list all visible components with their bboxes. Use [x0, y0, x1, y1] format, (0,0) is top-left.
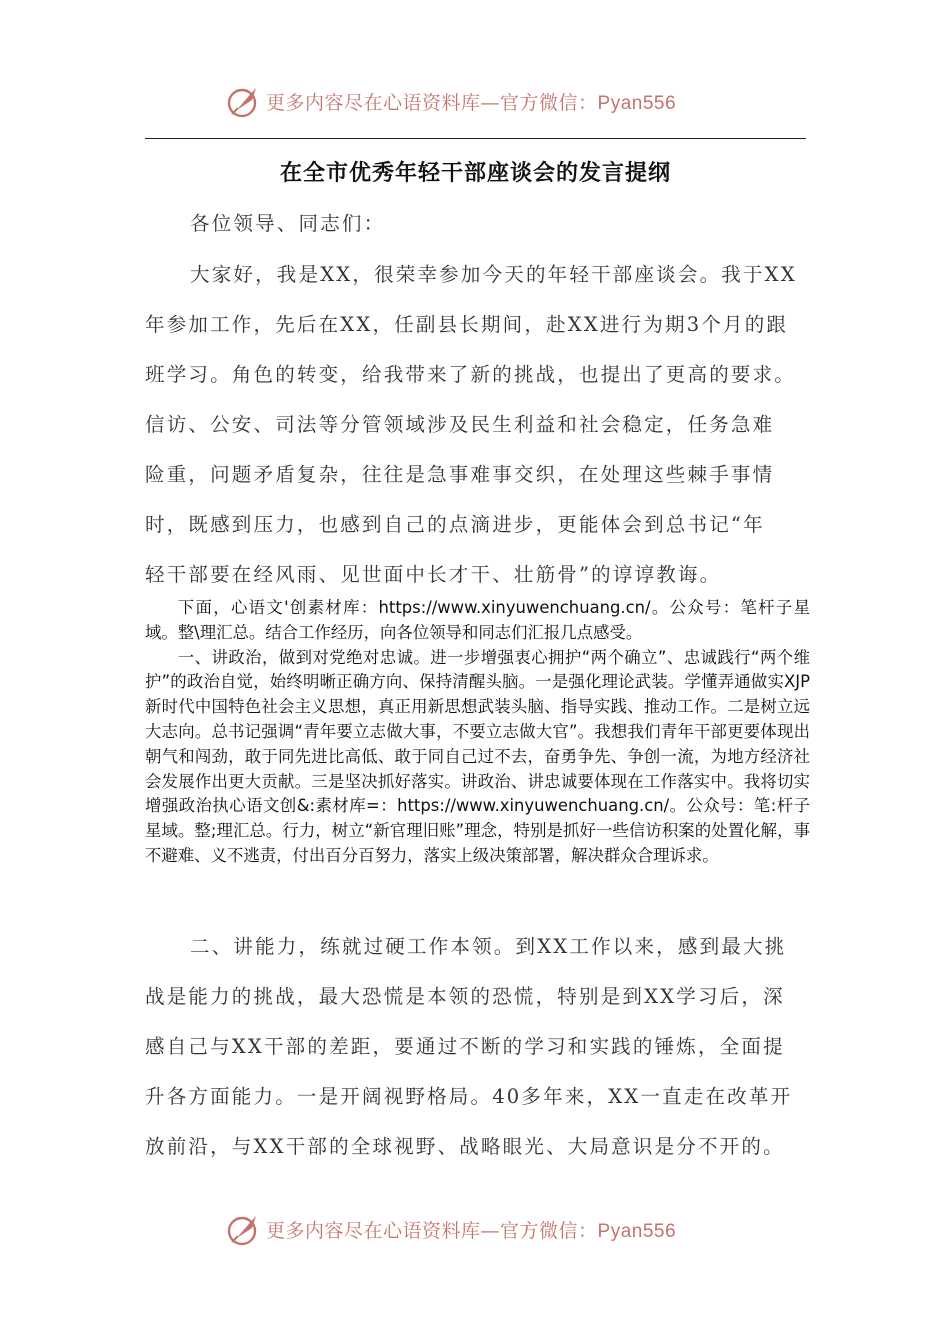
footer-banner [0, 1210, 950, 1250]
wechat-id: Pyan556 [597, 93, 677, 114]
section-1-paragraph: 一、讲政治，做到对党绝对忠诚。进一步增强衷心拥护“两个确立”、忠诚践行“两个维护”的政治自觉，始终明晰正确方向、保持清醒头脑。一是强化理论武装。学懂弄通做实XJP新时代中国特色社会主义思想，真正用新思想武装头脑、指导实践、推动工作。二是树立远大志向。总书记强调“青年要立志做大事，不要立志做大官”。我想我们青年干部更要体现出朝气和闯劲，敢于同先进比高低、敢于同自己过不去，奋勇争先、争创一流，为地方经济社会发展作出更大贡献。三是坚决抓好落实。讲政治、讲忠诚要体现在工作落实中。我将切实增强政治执心语文创&:素材库=：https://www.xinyuwenchuang.cn/。公众号：笔:杆子星域。整;理汇总。行力，树立“新官理旧账”理念，特别是抓好一些信访积案的处置化解，事不避难、义不逃责，付出百分百努力，落实上级决策部署，解决群众合理诉求。 [145, 647, 810, 865]
intro-line: 班学习。角色的转变，给我带来了新的挑战，也提出了更高的要求。 [145, 363, 797, 386]
intro-line: 年参加工作，先后在XX，任副县长期间，赴XX进行为期3个月的跟 [145, 313, 789, 336]
header-banner [0, 82, 950, 122]
intro-line: 时，既感到压力，也感到自己的点滴进步，更能体会到总书记“年 [145, 513, 765, 536]
banner-text: 更多内容尽在心语资料库—官方微信：Pyan556 [266, 92, 677, 114]
section-2-line: 放前沿，与XX干部的全球视野、战略眼光、大局意识是分不开的。 [145, 1135, 785, 1158]
intro-line: 大家好，我是XX，很荣幸参加今天的年轻干部座谈会。我于XX [190, 263, 797, 286]
wechat-id: Pyan556 [597, 1221, 677, 1242]
dense-text-block [145, 596, 810, 869]
section-2-line: 战是能力的挑战，最大恐慌是本领的恐慌，特别是到XX学习后，深 [145, 985, 785, 1008]
quill-logo-icon [226, 84, 262, 120]
section-2-line: 升各方面能力。一是开阔视野格局。40多年来，XX一直走在改革开 [145, 1085, 793, 1108]
banner-text: 更多内容尽在心语资料库—官方微信：Pyan556 [266, 1220, 677, 1242]
section-2-line: 二、讲能力，练就过硬工作本领。到XX工作以来，感到最大挑 [190, 935, 787, 958]
source-paragraph: 下面，心语文'创素材库：https://www.xinyuwenchuang.cn/。公众号：笔杆子星域。整\理汇总。结合工作经历，向各位领导和同志们汇报几点感受。 [145, 598, 810, 642]
document-title: 在全市优秀年轻干部座谈会的发言提纲 [279, 161, 671, 186]
intro-line: 信访、公安、司法等分管领域涉及民生利益和社会稳定，任务急难 [145, 413, 775, 436]
quill-logo-icon [226, 1212, 262, 1248]
intro-line: 险重，问题矛盾复杂，往往是急事难事交织，在处理这些棘手事情 [145, 463, 775, 486]
header-divider [145, 138, 806, 139]
intro-line: 轻干部要在经风雨、见世面中长才干、壮筋骨”的谆谆教诲。 [145, 563, 722, 586]
salutation: 各位领导、同志们： [190, 212, 386, 235]
section-2-line: 感自己与XX干部的差距，要通过不断的学习和实践的锤炼，全面提 [145, 1035, 785, 1058]
